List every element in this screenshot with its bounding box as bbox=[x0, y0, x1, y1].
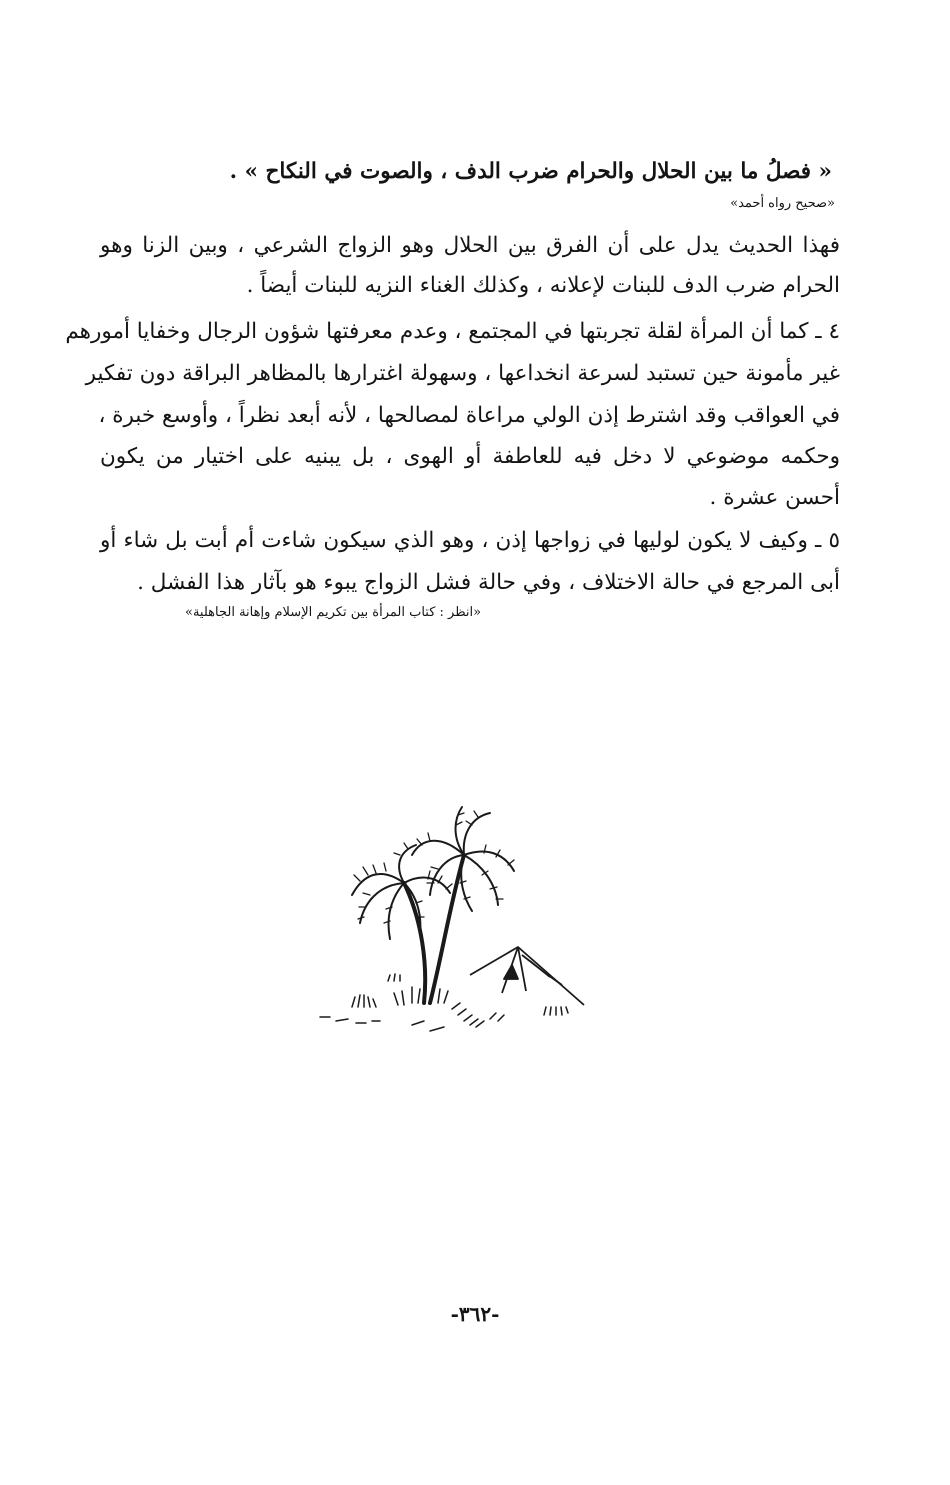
point-5-line: أبى المرجع في حالة الاختلاف ، وفي حالة فشل الزواج يبوء هو بآثار هذا الفشل . bbox=[137, 570, 840, 595]
point-4-line: في العواقب وقد اشترط إذن الولي مراعاة لمصالحها ، لأنه أبعد نظراً ، وأوسع خبرة ، bbox=[98, 403, 840, 428]
point-5-line: ٥ ـ وكيف لا يكون لوليها في زواجها إذن ، وهو الذي سيكون شاءت أم أبت بل شاء أو bbox=[100, 528, 840, 553]
page-number: -٣٦٢- bbox=[450, 1302, 500, 1326]
footnote-reference: «انظر : كتاب المرأة بين تكريم الإسلام وإهانة الجاهلية» bbox=[185, 605, 482, 620]
point-4-line: ٤ ـ كما أن المرأة لقلة تجربتها في المجتمع ، وعدم معرفتها شؤون الرجال وخفايا أمورهم bbox=[65, 319, 840, 344]
palm-trees-and-tent-drawing bbox=[312, 795, 602, 1040]
hadith-source: «صحيح رواه أحمد» bbox=[730, 196, 835, 211]
point-4-line: غير مأمونة حين تستبد لسرعة انخداعها ، وسهولة اغترارها بالمظاهر البراقة دون تفكير bbox=[85, 361, 840, 386]
point-4-line: وحكمه موضوعي لا دخل فيه للعاطفة أو الهوى ، بل يبنيه على اختيار من يكون bbox=[100, 444, 840, 469]
point-4-line: أحسن عشرة . bbox=[709, 485, 840, 510]
hadith-quote: « فصلُ ما بين الحلال والحرام ضرب الدف ، والصوت في النكاح » . bbox=[229, 159, 832, 184]
paragraph-line: فهذا الحديث يدل على أن الفرق بين الحلال وهو الزواج الشرعي ، وبين الزنا وهو bbox=[100, 233, 840, 258]
paragraph-line: الحرام ضرب الدف للبنات لإعلانه ، وكذلك الغناء النزيه للبنات أيضاً . bbox=[246, 273, 840, 298]
